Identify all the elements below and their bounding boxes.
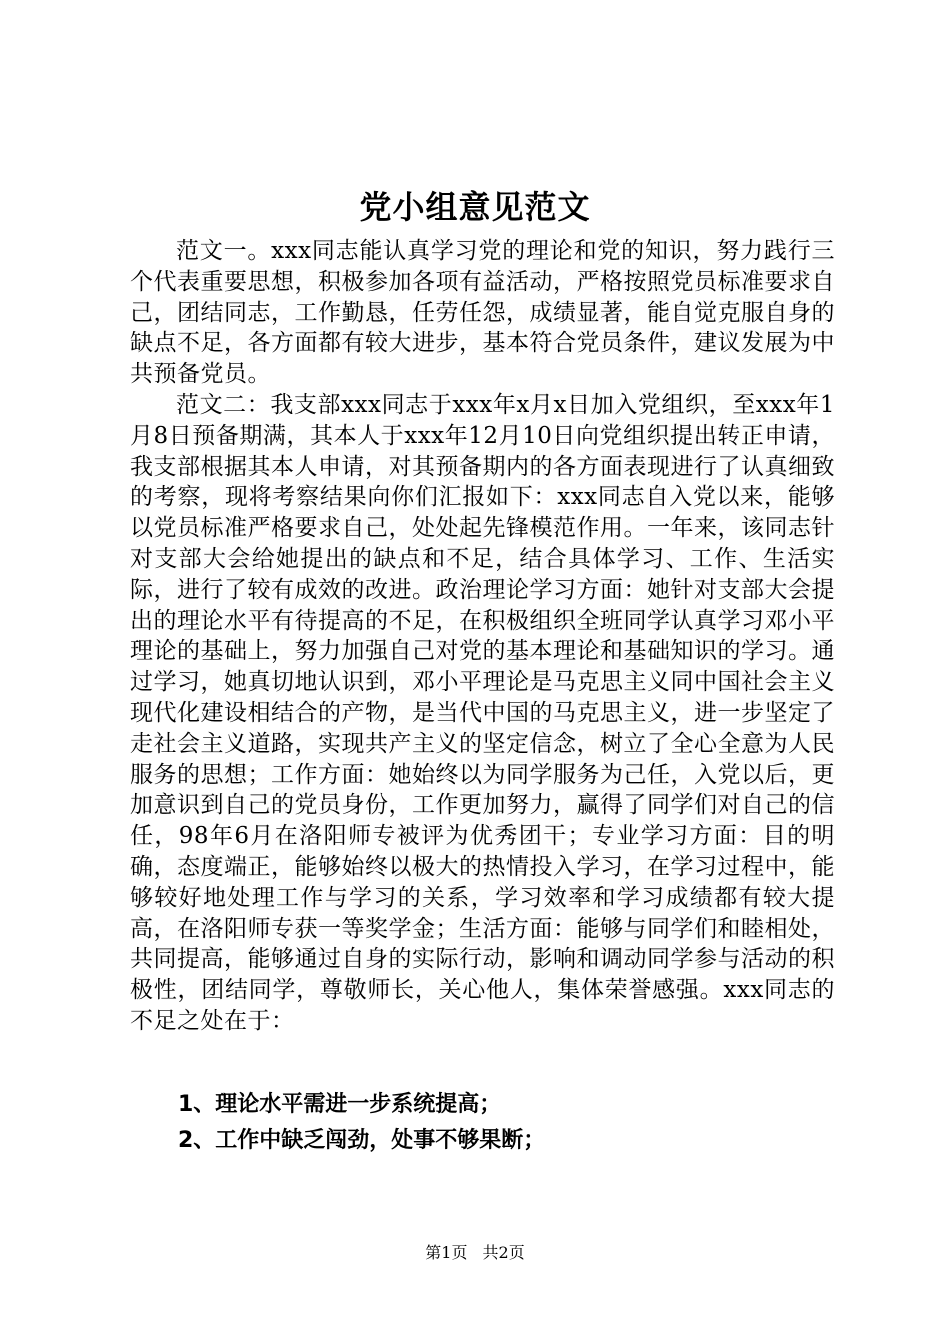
shortcomings-list: [178, 1087, 828, 1159]
page-number: 第1页: [425, 1243, 468, 1262]
page-footer: [0, 1242, 950, 1264]
list-item: 2、工作中缺乏闯劲，处事不够果断；: [178, 1128, 546, 1153]
page-total: 共2页: [482, 1243, 525, 1262]
list-item: 1、理论水平需进一步系统提高；: [178, 1092, 502, 1117]
paragraph-sample-two: 范文二：我支部xxx同志于xxx年x月x日加入党组织，至xxx年1月8日预备期满，其本人于xxx年12月10日向党组织提出转正申请，我支部根据其本人申请，对其预备期内的各方面表现进行了认真细致的考察，现将考察结果向你们汇报如下：xxx同志自入党以来，能够以党员标准严格要求自己，处处起先锋模范作用。一年来，该同志针对支部大会给她提出的缺点和不足，结合具体学习、工作、生活实际，进行了较有成效的改进。政治理论学习方面：她针对支部大会提出的理论水平有待提高的不足，在积极组织全班同学认真学习邓小平理论的基础上，努力加强自己对党的基本理论和基础知识的学习。通过学习，她真切地认识到，邓小平理论是马克思主义同中国社会主义现代化建设相结合的产物，是当代中国的马克思主义，进一步坚定了走社会主义道路，实现共产主义的坚定信念，树立了全心全意为人民服务的思想；工作方面：她始终以为同学服务为己任，入党以后，更加意识到自己的党员身份，工作更加努力，赢得了同学们对自己的信任，98年6月在洛阳师专被评为优秀团干；专业学习方面：目的明确，态度端正，能够始终以极大的热情投入学习，在学习过程中，能够较好地处理工作与学习的关系，学习效率和学习成绩都有较大提高，在洛阳师专获一等奖学金；生活方面：能够与同学们和睦相处，共同提高，能够通过自身的实际行动，影响和调动同学参与活动的积极性，团结同学，尊敬师长，关心他人，集体荣誉感强。xxx同志的不足之处在于：: [130, 391, 835, 1034]
paragraph-sample-one: 范文一。xxx同志能认真学习党的理论和党的知识，努力践行三个代表重要思想，积极参加各项有益活动，严格按照党员标准要求自己，团结同志，工作勤恳，任劳任怨，成绩显著，能自觉克服自身的缺点不足，各方面都有较大进步，基本符合党员条件，建议发展为中共预备党员。: [130, 238, 835, 388]
document-title: 党小组意见范文: [359, 188, 591, 226]
document-body: [130, 236, 835, 1037]
